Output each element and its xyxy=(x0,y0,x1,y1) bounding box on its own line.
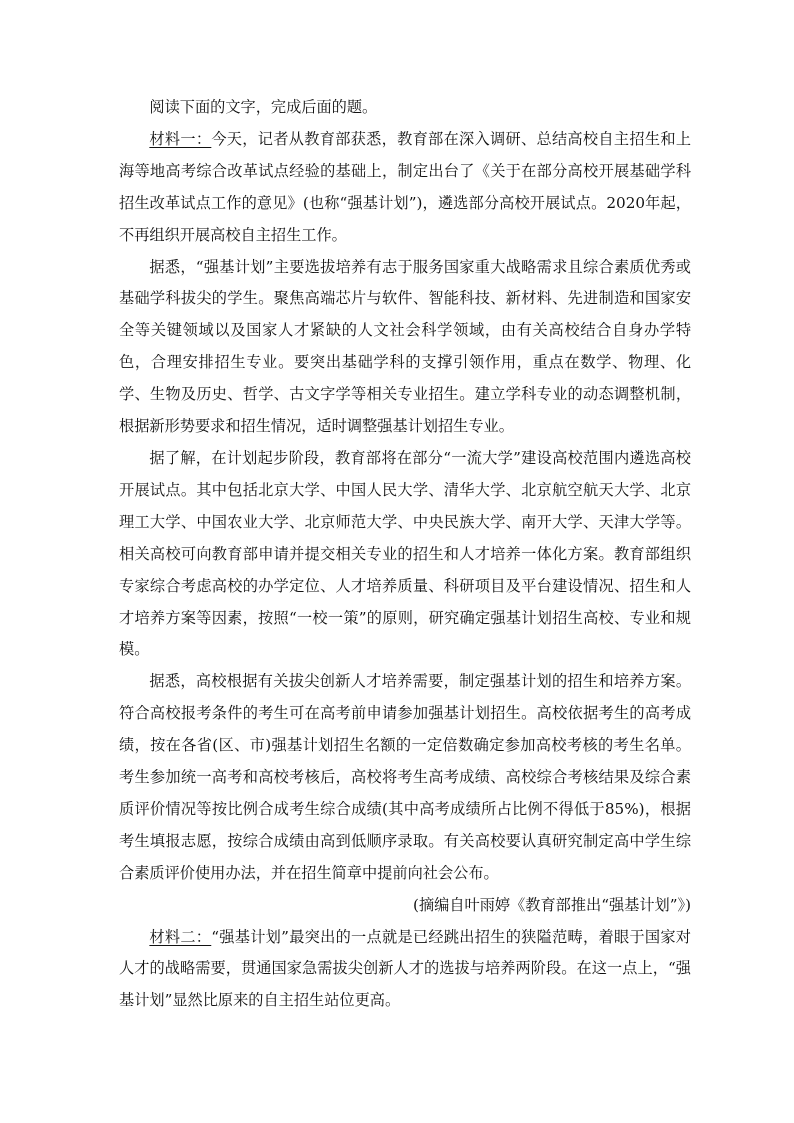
material1-paragraph-4: 据悉，高校根据有关拔尖创新人才培养需要，制定强基计划的招生和培养方案。符合高校报考条件的考生可在高考前申请参加强基计划招生。高校依据考生的高考成绩，按在各省(区、市)强基计划招生名额的一定倍数确定参加高校考核的考生名单。考生参加统一高考和高校考核后，高校将考生高考成绩、高校综合考核结果及综合素质评价情况等按比例合成考生综合成绩(其中高考成绩所占比例不得低于85%)，根据考生填报志愿，按综合成绩由高到低顺序录取。有关高校要认真研究制定高中学生综合素质评价使用办法，并在招生简章中提前向社会公布。 xyxy=(119,672,691,882)
material2-paragraph-1 xyxy=(119,922,691,1018)
material1-paragraph-3: 据了解，在计划起步阶段，教育部将在部分“一流大学”建设高校范围内遴选高校开展试点。其中包括北京大学、中国人民大学、清华大学、北京航空航天大学、北京理工大学、中国农业大学、北京师范大学、中央民族大学、南开大学、天津大学等。相关高校可向教育部申请并提交相关专业的招生和人才培养一体化方案。教育部组织专家综合考虑高校的办学定位、人才培养质量、科研项目及平台建设情况、招生和人才培养方案等因素，按照“一校一策”的原则，研究确定强基计划招生高校、专业和规模。 xyxy=(119,448,691,659)
material1-paragraph-1-text: 今天，记者从教育部获悉，教育部在深入调研、总结高校自主招生和上海等地高考综合改革试点经验的基础上，制定出台了《关于在部分高校开展基础学科招生改革试点工作的意见》(也称“强基计划”)，遴选部分高校开展试点。2020年起，不再组织开展高校自主招生工作。 xyxy=(119,129,692,244)
material1-label: 材料一： xyxy=(149,129,212,148)
material2-label: 材料二： xyxy=(149,927,212,946)
material1-paragraph-1 xyxy=(119,124,691,252)
material1-source: (摘编自叶雨婷《教育部推出“强基计划”》) xyxy=(413,895,691,914)
material1-paragraph-2: 据悉，“强基计划”主要选拔培养有志于服务国家重大战略需求且综合素质优秀或基础学科拔尖的学生。聚焦高端芯片与软件、智能科技、新材料、先进制造和国家安全等关键领域以及国家人才紧缺的人文社会科学领域，由有关高校结合自身办学特色，合理安排招生专业。要突出基础学科的支撑引领作用，重点在数学、物理、化学、生物及历史、哲学、古文字学等相关专业招生。建立学科专业的动态调整机制，根据新形势要求和招生情况，适时调整强基计划招生专业。 xyxy=(119,257,691,436)
instruction-text: 阅读下面的文字，完成后面的题。 xyxy=(149,98,378,116)
material2-paragraph-1-text: “强基计划”最突出的一点就是已经跳出招生的狭隘范畴，着眼于国家对人才的战略需要，贯通国家急需拔尖创新人才的选拔与培养两阶段。在这一点上，“强基计划”显然比原来的自主招生站位更高。 xyxy=(119,927,691,1010)
document-body xyxy=(119,92,691,1017)
